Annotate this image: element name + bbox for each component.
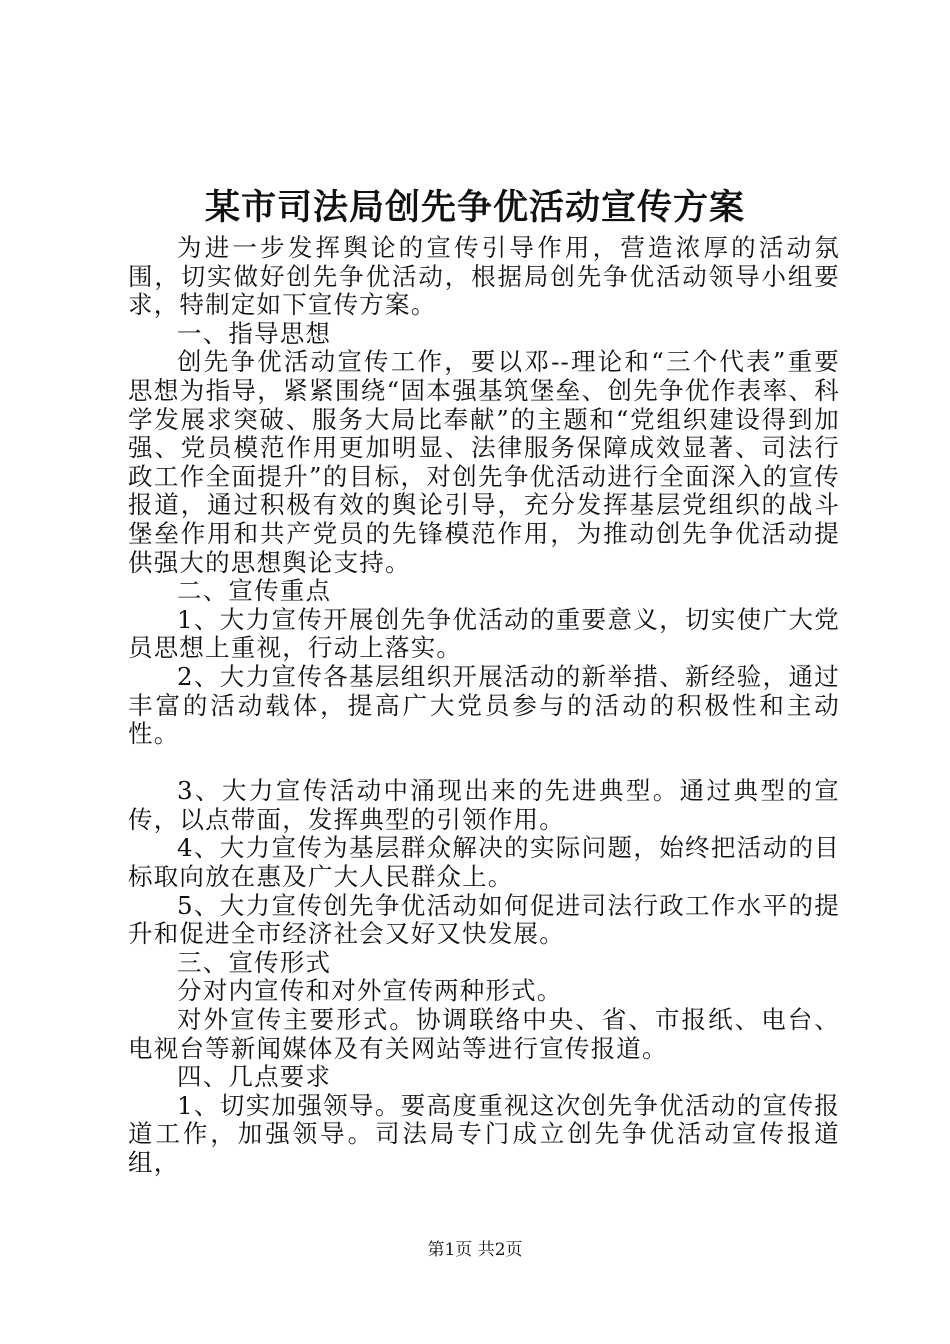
focus-item-3: 3、大力宣传活动中涌现出来的先进典型。通过典型的宣传，以点带面，发挥典型的引领作用。 (128, 776, 840, 834)
section-heading-requirements: 四、几点要求 (177, 1062, 332, 1092)
focus-item-1: 1、大力宣传开展创先争优活动的重要意义，切实使广大党员思想上重视，行动上落实。 (128, 604, 840, 663)
section-heading-guiding-ideology: 一、指导思想 (177, 318, 332, 348)
guiding-ideology-paragraph: 创先争优活动宣传工作，要以邓--理论和“三个代表”重要思想为指导，紧紧围绕“固本强基筑堡垒、创先争优作表率、科学发展求突破、服务大局比奉献”的主题和“党组织建设得到加强、党员模范作用更加明显、法律服务保障成效显著、司法行政工作全面提升”的目标，对创先争优活动进行全面深入的宣传报道，通过积极有效的舆论引导，充分发挥基层党组织的战斗堡垒作用和共产党员的先锋模范作用，为推动创先争优活动提供强大的思想舆论支持。 (128, 347, 840, 577)
focus-item-4: 4、大力宣传为基层群众解决的实际问题，始终把活动的目标取向放在惠及广大人民群众上。 (128, 833, 840, 892)
page-footer: 第1页 共2页 (427, 1240, 523, 1260)
intro-paragraph: 为进一步发挥舆论的宣传引导作用，营造浓厚的活动氛围，切实做好创先争优活动，根据局创先争优活动领导小组要求，特制定如下宣传方案。 (128, 233, 840, 320)
paragraph-gap (128, 749, 840, 778)
forms-paragraph-2: 对外宣传主要形式。协调联络中央、省、市报纸、电台、电视台等新闻媒体及有关网站等进行宣传报道。 (128, 1005, 840, 1063)
section-heading-publicity-forms: 三、宣传形式 (177, 947, 332, 977)
document-body (128, 234, 840, 1178)
forms-paragraph-1: 分对内宣传和对外宣传两种形式。 (177, 976, 563, 1006)
focus-item-2: 2、大力宣传各基层组织开展活动的新举措、新经验，通过丰富的活动载体，提高广大党员参与的活动的积极性和主动性。 (128, 661, 840, 749)
section-heading-publicity-focus: 二、宣传重点 (177, 576, 332, 606)
requirement-item-1: 1、切实加强领导。要高度重视这次创先争优活动的宣传报道工作，加强领导。司法局专门成立创先争优活动宣传报道组， (128, 1090, 840, 1177)
focus-item-5: 5、大力宣传创先争优活动如何促进司法行政工作水平的提升和促进全市经济社会又好又快发展。 (128, 890, 840, 949)
document-title: 某市司法局创先争优活动宣传方案 (204, 187, 745, 228)
